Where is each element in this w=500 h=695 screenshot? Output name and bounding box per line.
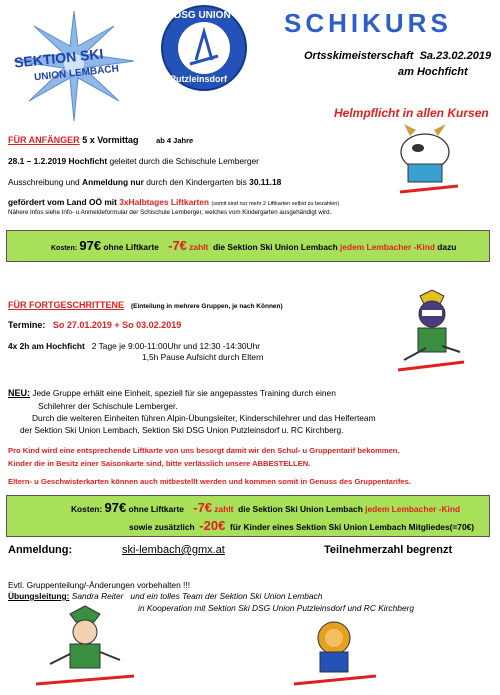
beginner-line2: Ausschreibung und Anmeldung nur durch den Kindergarten bis 30.11.18 [8,177,282,187]
subtitle-event: Ortsskimeisterschaft [304,50,414,62]
ninja-skier-illustration [390,288,474,380]
subtitle [304,50,491,62]
logo-subtext: UNION LEMBACH [33,63,120,84]
beginner-line1-rest: geleitet durch die Schischule Lemberger [109,156,259,166]
beginner-heading-row [8,135,193,145]
neu-line4: der Sektion Ski Union Lembach, Sektion Ski DSG Union Putzleinsdorf u. RC Kirchberg. [20,425,344,435]
advanced-termine: Termine: So 27.01.2019 + So 03.02.2019 [8,320,182,330]
cost-box-advanced [6,495,490,537]
logo2-bottom: Putzleinsdorf [170,74,228,84]
helmet-notice: Helmpflicht in allen Kursen [334,106,489,120]
child-skier-illustration [30,604,140,690]
cost-box-beginner [6,230,490,262]
participant-limit: Teilnehmerzahl begrenzt [324,544,453,556]
sektion-ski-logo [4,6,144,126]
subtitle-place: am Hochficht [398,66,468,78]
cost-line-advanced-1: Kosten: 97€ ohne Liftkarte -7€ zahlt die Sektion Ski Union Lembach jedem Lembacher -Kind [71,500,461,515]
red-notice-2: Kinder die in Besitz einer Saisonkarte sind, bitte verlässlich unsere ABBESTELLEN. [8,459,311,468]
neu-line3: Durch die weiteren Einheiten führen Alpin-Übungsleiter, Kinderschilehrer und das Helferteam [32,413,376,423]
beginner-line1 [8,156,259,166]
advanced-heading: FÜR FORTGESCHRITTENE [8,300,124,310]
footer-leader: Übungsleitung: Sandra Reiter und ein tolles Team der Sektion Ski Union Lembach [8,591,323,601]
neu-line2: Schilehrer der Schischule Lemberger. [38,401,178,411]
page-title: SCHIKURS [284,8,452,38]
beginner-heading-detail: 5 x Vormittag [82,135,139,145]
cost-line-beginner: Kosten: 97€ ohne Liftkarte -7€ zahlt die Sektion Ski Union Lembach jedem Lembacher -Kind dazu [51,238,457,253]
red-notice-1: Pro Kind wird eine entsprechende Liftkarte von uns besorgt damit wir den Schul- u Gruppentarif bekommen. [8,446,400,455]
beginner-heading: FÜR ANFÄNGER [8,135,80,145]
beginner-date: 28.1 – 1.2.2019 Hochficht [8,156,108,166]
subtitle-date: Sa.23.02.2019 [419,50,492,62]
advanced-heading-row: FÜR FORTGESCHRITTENE (Einteilung in mehrere Gruppen, je nach Können) [8,300,283,310]
footer-note: Evtl. Gruppenteilung/-Änderungen vorbehalten !!! [8,580,191,590]
beginner-line3: gefördert vom Land OÖ mit 3xHalbtages Liftkarten (somit sind nur mehr 2 Liftkarten selbst zu bezahlen) [8,197,340,207]
beginner-age: ab 4 Jahre [156,136,194,145]
advanced-schedule: 4x 2h am Hochficht 2 Tage je 9:00-11:00Uhr und 12:30 -14:30Uhr [8,341,261,351]
cost-line-advanced-2: sowie zusätzlich -20€ für Kinder eines Sektion Ski Union Lembach Mitgliedes(=70€) [129,518,475,533]
cow-skier-illustration [380,116,470,200]
registration-email[interactable]: ski-lembach@gmx.at [122,544,225,556]
neu-line1: NEU: Jede Gruppe erhält eine Einheit, speziell für sie angepasstes Training durch einen [8,388,336,398]
lion-skier-illustration [286,614,382,690]
dsg-union-logo [160,4,248,92]
logo2-top: DSG UNION [174,10,231,21]
logo-text: SEKTION SKI [13,45,105,71]
footer-cooperation: in Kooperation mit Sektion Ski DSG Union Putzleinsdorf und RC Kirchberg [138,603,415,613]
advanced-pause: 1,5h Pause Aufsicht durch Eltern [142,352,264,362]
red-notice-3: Eltern- u Geschwisterkarten können auch mitbestellt werden und kommen somit in Genuss des Gruppentarifes. [8,477,411,486]
beginner-info: Nähere Infos siehe Info- u Anmeldeformular der Schischule Lemberger, welches vom Kindergarten ausgehändigt wird. [8,209,332,216]
registration-label: Anmeldung: [8,544,73,556]
